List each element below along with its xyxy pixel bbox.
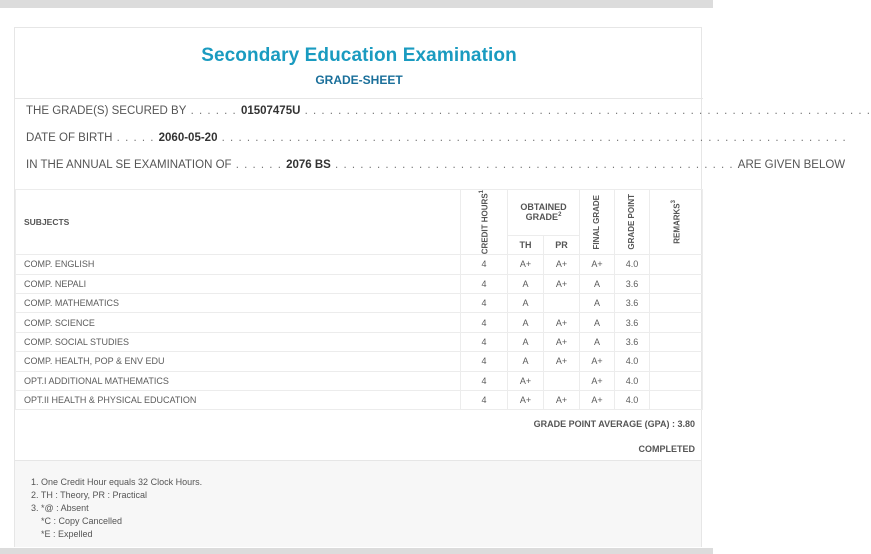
pr-grade-cell: A+ <box>544 352 580 371</box>
grade-sheet-card <box>14 27 871 547</box>
credit-cell: 4 <box>461 274 508 293</box>
credit-cell: 4 <box>461 352 508 371</box>
dob-line: DATE OF BIRTH . . . . . 2060-05-20 . . . . . . . . . . . . . . . . . . . . . . . . . . . . . . . . . . . . . . . . . . . . . . . . . . . . . . . . . . . . . . . . . . . . . . . . . . . <box>26 132 847 144</box>
remarks-cell <box>650 294 703 313</box>
notes-list <box>31 476 202 541</box>
remarks-header: REMARKS$^3$ <box>650 190 703 255</box>
grades-table <box>15 189 703 410</box>
table-row <box>16 255 703 274</box>
credit-cell: 4 <box>461 371 508 390</box>
pr-grade-cell: A+ <box>544 274 580 293</box>
table-row <box>16 371 703 390</box>
credit-cell: 4 <box>461 313 508 332</box>
dob-value: 2060-05-20 <box>158 132 218 144</box>
final-grade-cell: A+ <box>580 255 615 274</box>
final-grade-cell: A+ <box>580 371 615 390</box>
note-item: *C : Copy Cancelled <box>41 516 123 526</box>
subject-cell: COMP. HEALTH, POP & ENV EDU <box>16 352 461 371</box>
note-item: 1. One Credit Hour equals 32 Clock Hours. <box>31 477 203 487</box>
note-item: *E : Expelled <box>41 529 93 539</box>
th-grade-cell: A <box>508 274 544 293</box>
pr-grade-cell: A+ <box>544 255 580 274</box>
subject-cell: COMP. SOCIAL STUDIES <box>16 332 461 351</box>
credit-hours-header: CREDIT HOURS$^1$ <box>461 190 508 255</box>
subjects-header: SUBJECTS <box>16 190 461 255</box>
obtained-grade-header: OBTAINED GRADE$^2$ <box>508 190 580 236</box>
th-grade-cell: A <box>508 332 544 351</box>
th-grade-cell: A <box>508 313 544 332</box>
table-row <box>16 294 703 313</box>
final-grade-header: FINAL GRADE <box>580 190 615 255</box>
subject-cell: COMP. SCIENCE <box>16 313 461 332</box>
table-row <box>16 313 703 332</box>
grade-point-header: GRADE POINT <box>615 190 650 255</box>
top-bar <box>0 0 713 8</box>
secured-by-line: THE GRADE(S) SECURED BY . . . . . . 01507475U . . . . . . . . . . . . . . . . . . . . . . . . . . . . . . . . . . . . . . . . . . . . . . . . . . . . . . . . . . . . . . . . . . . . <box>26 105 871 117</box>
grade-point-cell: 4.0 <box>615 352 650 371</box>
divider <box>15 98 703 99</box>
final-grade-cell: A+ <box>580 352 615 371</box>
th-grade-cell: A+ <box>508 390 544 409</box>
subject-cell: COMP. MATHEMATICS <box>16 294 461 313</box>
given-below-text: ARE GIVEN BELOW <box>737 159 846 171</box>
remarks-cell <box>650 274 703 293</box>
grade-point-cell: 3.6 <box>615 274 650 293</box>
grade-point-cell: 3.6 <box>615 294 650 313</box>
grade-point-cell: 3.6 <box>615 313 650 332</box>
final-grade-cell: A <box>580 274 615 293</box>
note-item: 3. *@ : Absent <box>31 503 89 513</box>
exam-line: IN THE ANNUAL SE EXAMINATION OF . . . . . . 2076 BS . . . . . . . . . . . . . . . . . . . . . . . . . . . . . . . . . . . . . . . . . . . . . . . . ARE GIVEN BELOW <box>26 159 846 171</box>
pr-grade-cell: A+ <box>544 332 580 351</box>
grade-point-cell: 4.0 <box>615 371 650 390</box>
pr-grade-cell <box>544 371 580 390</box>
table-row <box>16 352 703 371</box>
remarks-cell <box>650 371 703 390</box>
pr-grade-cell: A+ <box>544 390 580 409</box>
pr-grade-cell <box>544 294 580 313</box>
credit-cell: 4 <box>461 255 508 274</box>
pr-grade-cell: A+ <box>544 313 580 332</box>
final-grade-cell: A+ <box>580 390 615 409</box>
pr-header: PR <box>544 235 580 254</box>
remarks-cell <box>650 390 703 409</box>
subject-cell: COMP. ENGLISH <box>16 255 461 274</box>
credit-cell: 4 <box>461 294 508 313</box>
th-grade-cell: A <box>508 352 544 371</box>
page-title: Secondary Education Examination <box>201 45 517 66</box>
secured-by-label: THE GRADE(S) SECURED BY <box>26 105 187 117</box>
th-grade-cell: A <box>508 294 544 313</box>
subject-cell: OPT.I ADDITIONAL MATHEMATICS <box>16 371 461 390</box>
page-subtitle: GRADE-SHEET <box>315 73 403 87</box>
notes-section <box>15 460 701 547</box>
exam-label: IN THE ANNUAL SE EXAMINATION OF <box>26 159 232 171</box>
credit-cell: 4 <box>461 390 508 409</box>
final-grade-cell: A <box>580 313 615 332</box>
table-row <box>16 332 703 351</box>
symbol-number: 01507475U <box>240 105 301 117</box>
credit-cell: 4 <box>461 332 508 351</box>
grade-point-cell: 4.0 <box>615 390 650 409</box>
subject-cell: COMP. NEPALI <box>16 274 461 293</box>
gpa-summary: GRADE POINT AVERAGE (GPA) : 3.80 <box>533 419 695 429</box>
result-status: COMPLETED <box>638 444 695 454</box>
grade-point-cell: 3.6 <box>615 332 650 351</box>
table-row <box>16 274 703 293</box>
th-header: TH <box>508 235 544 254</box>
th-grade-cell: A+ <box>508 255 544 274</box>
remarks-cell <box>650 313 703 332</box>
remarks-cell <box>650 255 703 274</box>
table-row <box>16 390 703 409</box>
final-grade-cell: A <box>580 294 615 313</box>
dob-label: DATE OF BIRTH <box>26 132 113 144</box>
remarks-cell <box>650 332 703 351</box>
subject-cell: OPT.II HEALTH & PHYSICAL EDUCATION <box>16 390 461 409</box>
grade-point-cell: 4.0 <box>615 255 650 274</box>
final-grade-cell: A <box>580 332 615 351</box>
exam-year: 2076 BS <box>286 159 331 171</box>
note-item: 2. TH : Theory, PR : Practical <box>31 490 148 500</box>
bottom-bar <box>0 548 713 554</box>
remarks-cell <box>650 352 703 371</box>
th-grade-cell: A+ <box>508 371 544 390</box>
